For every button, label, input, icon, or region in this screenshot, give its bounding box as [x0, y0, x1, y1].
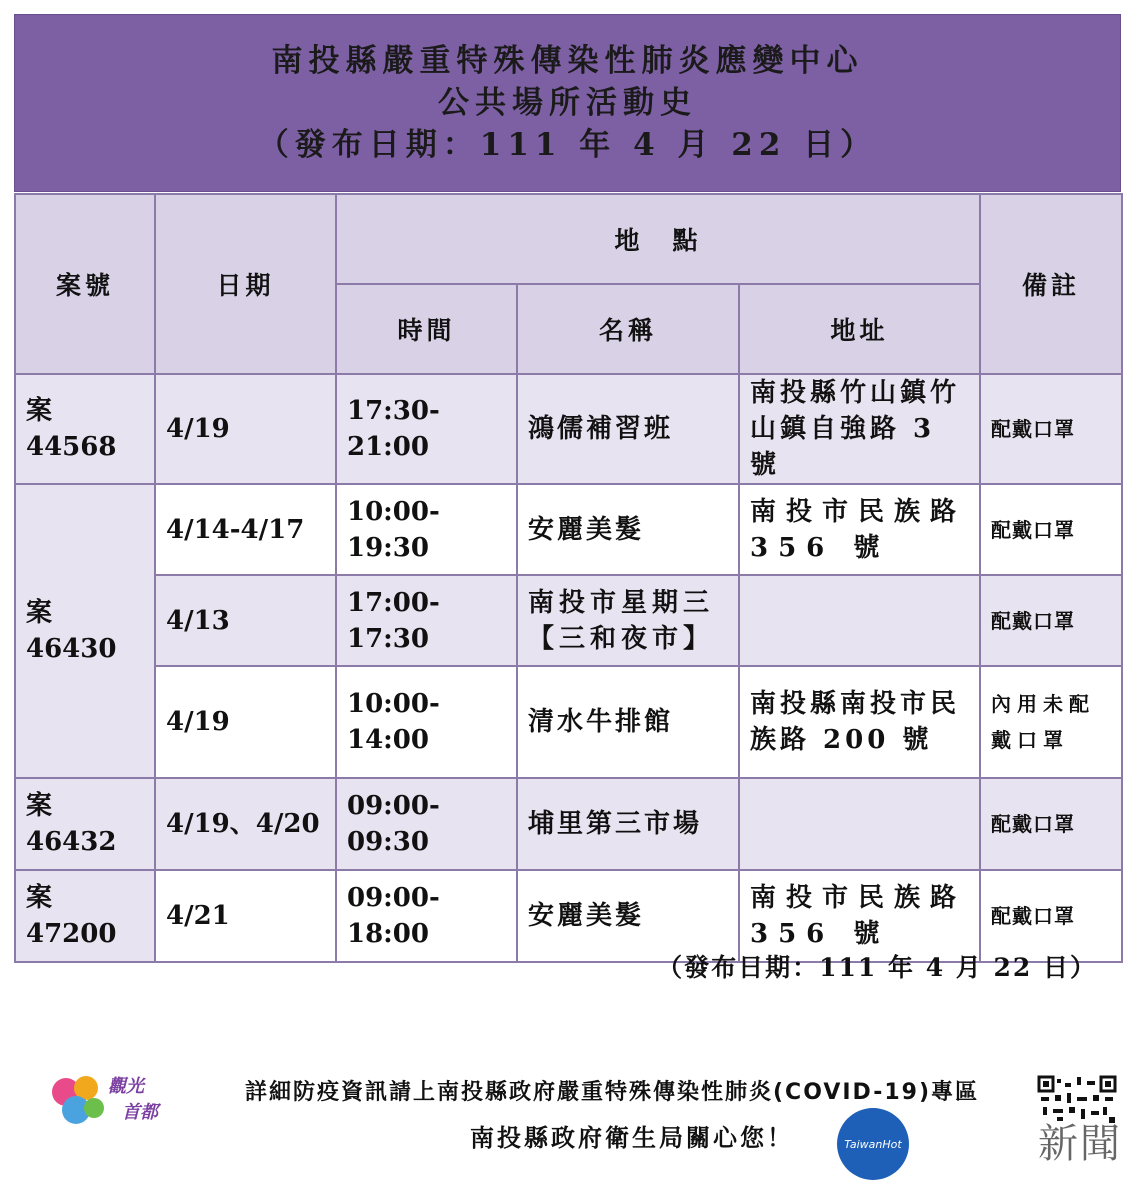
- cell-name: 鴻儒補習班: [517, 374, 739, 484]
- table-row: [15, 778, 1122, 870]
- cell-time: 09:00-09:30: [336, 778, 517, 870]
- cell-case: 案 47200: [15, 870, 155, 962]
- cell-date: 4/13: [155, 575, 336, 666]
- cell-note: 配戴口罩: [980, 778, 1122, 870]
- cell-name: 安麗美髮: [517, 870, 739, 962]
- cell-time: 17:30-21:00: [336, 374, 517, 484]
- taiwanhot-logo: [837, 1108, 909, 1180]
- tourism-logo-icon: [48, 1070, 110, 1132]
- cell-note: 配戴口罩: [980, 374, 1122, 484]
- cell-date: 4/19: [155, 374, 336, 484]
- cell-case: 案 46430: [15, 484, 155, 778]
- table-row: [15, 374, 1122, 484]
- cell-name: 埔里第三市場: [517, 778, 739, 870]
- tourism-capital-logo: [48, 1070, 193, 1132]
- header-release-date: （發布日期：111 年 4 月 22 日）: [257, 127, 878, 163]
- cell-name: 清水牛排館: [517, 666, 739, 778]
- col-header-time: 時間: [336, 284, 517, 374]
- cell-time: 09:00-18:00: [336, 870, 517, 962]
- cell-time: 10:00-19:30: [336, 484, 517, 575]
- table-row: [15, 575, 1122, 666]
- logo-text-bottom: 首都: [122, 1102, 158, 1123]
- cell-date: 4/14-4/17: [155, 484, 336, 575]
- cell-address: [739, 575, 980, 666]
- cell-name: 南投市星期三【三和夜市】: [517, 575, 739, 666]
- cell-address: 南投市民族路 356 號: [739, 870, 980, 962]
- cell-time: 10:00-14:00: [336, 666, 517, 778]
- col-header-note: 備註: [980, 194, 1122, 374]
- cell-address: 南投市民族路 356 號: [739, 484, 980, 575]
- cell-address: 南投縣南投市民族路 200 號: [739, 666, 980, 778]
- header-banner: [14, 14, 1121, 192]
- cell-date: 4/19: [155, 666, 336, 778]
- taiwanhot-logo-text: TaiwanHot: [844, 1137, 902, 1151]
- cell-name: 安麗美髮: [517, 484, 739, 575]
- cell-note: 配戴口罩: [980, 484, 1122, 575]
- cell-date: 4/21: [155, 870, 336, 962]
- col-header-case: 案號: [15, 194, 155, 374]
- cell-address: [739, 778, 980, 870]
- release-date-footer: （發布日期：111 年 4 月 22 日）: [657, 953, 1097, 982]
- cell-note: 內用未配戴口罩: [980, 666, 1122, 778]
- cell-note: 配戴口罩: [980, 575, 1122, 666]
- cell-case: 案 46432: [15, 778, 155, 870]
- col-header-location: 地 點: [336, 194, 980, 284]
- news-watermark: 新聞: [1038, 1121, 1122, 1167]
- col-header-address: 地址: [739, 284, 980, 374]
- cell-case: 案 44568: [15, 374, 155, 484]
- header-title: 南投縣嚴重特殊傳染性肺炎應變中心: [271, 43, 864, 79]
- col-header-date: 日期: [155, 194, 336, 374]
- footer-care-text: 南投縣政府衛生局關心您！: [470, 1124, 794, 1152]
- cell-note: 配戴口罩: [980, 870, 1122, 962]
- activity-table: [14, 193, 1123, 963]
- table-row: [15, 484, 1122, 575]
- col-header-name: 名稱: [517, 284, 739, 374]
- header-subtitle: 公共場所活動史: [438, 85, 697, 121]
- table-row: [15, 666, 1122, 778]
- cell-time: 17:00-17:30: [336, 575, 517, 666]
- cell-address: 南投縣竹山鎮竹山鎮自強路 3 號: [739, 374, 980, 484]
- cell-date: 4/19、4/20: [155, 778, 336, 870]
- logo-text-top: 觀光: [108, 1076, 144, 1097]
- footer-info-text: 詳細防疫資訊請上南投縣政府嚴重特殊傳染性肺炎(COVID-19)專區: [245, 1080, 979, 1105]
